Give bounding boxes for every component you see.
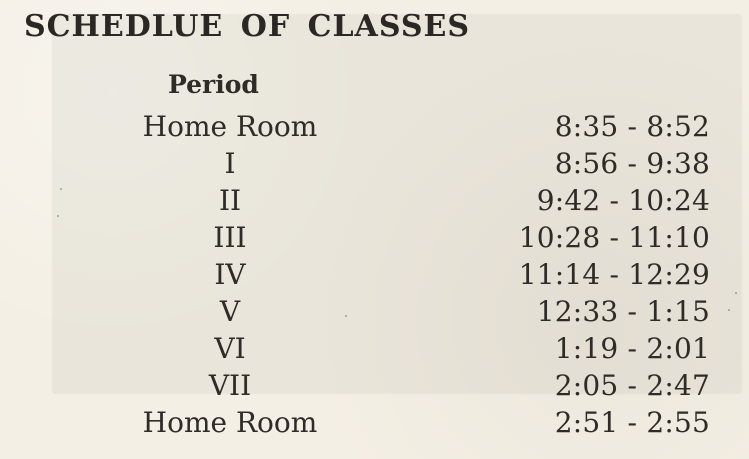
time-separator: - xyxy=(609,258,620,291)
start-time: 9:42 xyxy=(536,184,601,217)
time-range xyxy=(470,404,710,441)
time-range xyxy=(470,219,710,256)
time-separator: - xyxy=(609,184,620,217)
start-time: 11:14 xyxy=(518,258,601,291)
period-label: Home Room xyxy=(142,406,318,439)
time-separator: - xyxy=(627,369,638,402)
page-title: SCHEDLUE OF CLASSES xyxy=(24,9,471,44)
paper-speck xyxy=(728,309,730,311)
paper-speck xyxy=(60,188,62,190)
paper-speck xyxy=(57,215,59,217)
schedule-row xyxy=(0,108,749,145)
period-label: VI xyxy=(214,332,246,365)
period-label: III xyxy=(213,221,247,254)
schedule-row xyxy=(0,367,749,404)
time-range xyxy=(470,182,710,219)
start-time: 2:51 xyxy=(554,406,619,439)
schedule-row xyxy=(0,404,749,441)
time-separator: - xyxy=(609,221,620,254)
period-column-header: Period xyxy=(168,70,259,99)
schedule-row xyxy=(0,145,749,182)
end-time: 11:10 xyxy=(628,221,710,254)
start-time: 1:19 xyxy=(554,332,619,365)
start-time: 12:33 xyxy=(536,295,619,328)
schedule-row xyxy=(0,256,749,293)
schedule-row xyxy=(0,182,749,219)
paper-speck xyxy=(345,315,347,317)
period-label: Home Room xyxy=(142,110,318,143)
end-time: 2:47 xyxy=(646,369,710,402)
time-range xyxy=(470,330,710,367)
paper-speck xyxy=(735,292,737,294)
end-time: 9:38 xyxy=(646,147,710,180)
period-label: II xyxy=(218,184,242,217)
end-time: 1:15 xyxy=(646,295,710,328)
start-time: 8:56 xyxy=(554,147,619,180)
schedule-row xyxy=(0,330,749,367)
time-range xyxy=(470,256,710,293)
time-range xyxy=(470,108,710,145)
schedule-row xyxy=(0,219,749,256)
start-time: 10:28 xyxy=(518,221,601,254)
end-time: 12:29 xyxy=(628,258,710,291)
end-time: 2:01 xyxy=(646,332,710,365)
end-time: 2:55 xyxy=(646,406,710,439)
schedule-table xyxy=(0,108,749,441)
time-range xyxy=(470,367,710,404)
end-time: 8:52 xyxy=(646,110,710,143)
start-time: 2:05 xyxy=(554,369,619,402)
period-label: I xyxy=(224,147,236,180)
time-separator: - xyxy=(627,295,638,328)
time-separator: - xyxy=(627,147,638,180)
period-label: IV xyxy=(214,258,246,291)
time-separator: - xyxy=(627,110,638,143)
time-separator: - xyxy=(627,406,638,439)
start-time: 8:35 xyxy=(554,110,619,143)
period-label: V xyxy=(219,295,241,328)
end-time: 10:24 xyxy=(628,184,710,217)
time-range xyxy=(470,145,710,182)
time-separator: - xyxy=(627,332,638,365)
time-range xyxy=(470,293,710,330)
period-label: VII xyxy=(208,369,252,402)
schedule-row xyxy=(0,293,749,330)
